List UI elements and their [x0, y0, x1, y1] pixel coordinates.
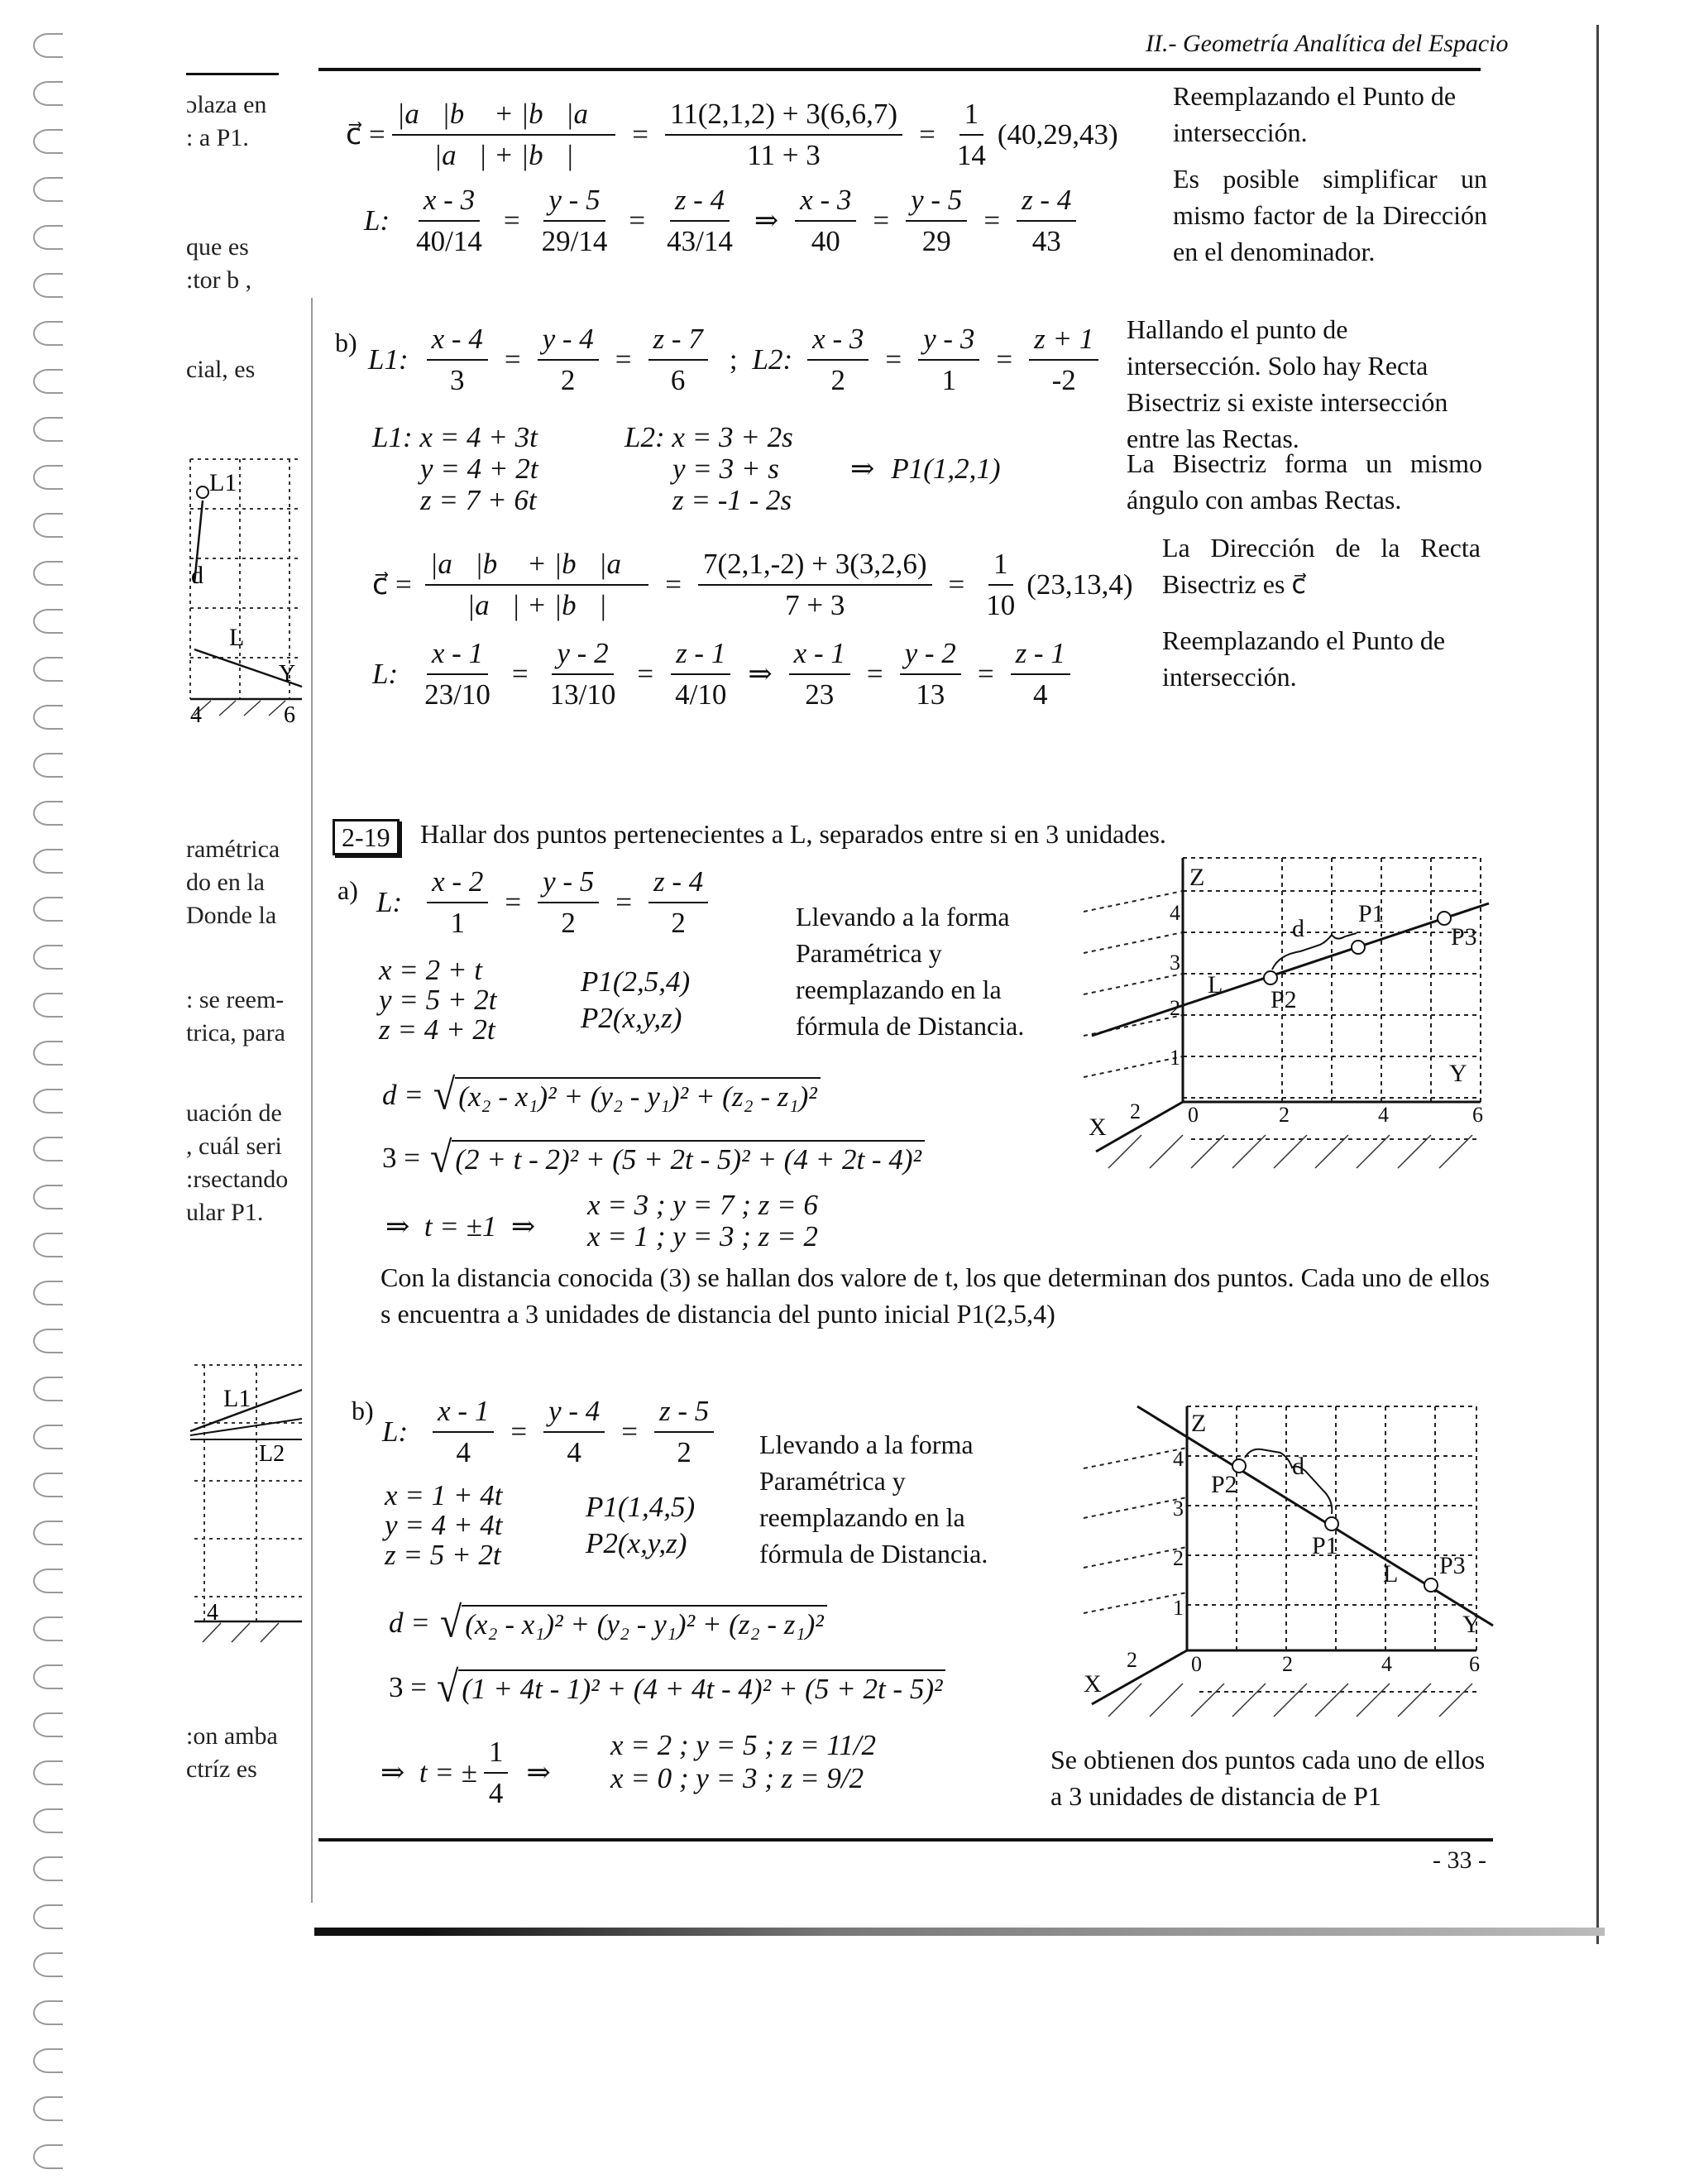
- margin-stub: Donde la: [186, 902, 277, 929]
- frac-d: 2: [671, 907, 686, 939]
- point-p1: P1(2,5,4): [581, 965, 691, 998]
- tick-y-1-a: 1: [1170, 1046, 1180, 1070]
- label-y-a: Y: [1449, 1060, 1467, 1087]
- header-rule-left: [186, 73, 279, 75]
- c-coef-d: 10: [986, 589, 1016, 621]
- frac-d: 40/14: [416, 225, 482, 257]
- binding-ring: [33, 801, 63, 826]
- binding-ring: [33, 753, 63, 778]
- frac-n: z - 1: [671, 637, 730, 675]
- binding-ring: [33, 657, 63, 682]
- fold-line: [311, 298, 313, 1903]
- binding-ring: [33, 225, 63, 250]
- solutions-a: [587, 1190, 818, 1252]
- label-p3-a: P3: [1451, 923, 1477, 951]
- binding-ring: [33, 1425, 63, 1449]
- binding-ring: [33, 1712, 63, 1737]
- margin-label-6: 6: [284, 702, 295, 724]
- param-line: y = 5 + 2t: [379, 984, 497, 1016]
- binding-ring: [33, 1137, 63, 1161]
- margin-stub: :tor b ,: [186, 266, 252, 294]
- binding-ring: [33, 1281, 63, 1305]
- param-line: y = 3 + s: [672, 453, 779, 485]
- binding-ring: [33, 1377, 63, 1401]
- frac-n: x - 4: [427, 323, 488, 361]
- tick-x-0-b: 0: [1191, 1652, 1202, 1676]
- label-z-a: Z: [1189, 864, 1205, 891]
- label-z-b: Z: [1191, 1410, 1207, 1437]
- label-l-a: L: [1208, 971, 1223, 999]
- tick-y-3-a: 3: [1170, 951, 1180, 975]
- running-header: II.- Geometría Analítica del Espacio: [1146, 30, 1509, 57]
- c-numerator: |a⃗|b⃗ + |b⃗|a⃗: [392, 98, 616, 136]
- frac-d: 13/10: [549, 678, 616, 711]
- c-coef-d: 14: [956, 139, 986, 171]
- frac-d: 40: [811, 225, 840, 257]
- margin-stub: : se reem-: [186, 986, 285, 1013]
- dist-body: (x₂ - x₁)² + (y₂ - y₁)² + (z₂ - z₁)²: [455, 1077, 821, 1114]
- binding-ring: [33, 321, 63, 346]
- c-numerator-values: 11(2,1,2) + 3(6,6,7): [665, 98, 902, 136]
- frac-n: y - 2: [900, 637, 961, 675]
- frac-d: 43/14: [667, 225, 733, 257]
- note-b-1: Hallando el punto de intersección. Solo hay Recta Bisectriz si existe intersección entre las Rectas.: [1127, 314, 1448, 453]
- margin-figure-bottom: [186, 1357, 310, 1663]
- margin-stub: do en la: [186, 869, 265, 896]
- footer-rule: [318, 1838, 1493, 1842]
- marker-p3-a: [1438, 912, 1451, 925]
- label-p1-b: P1: [1312, 1532, 1338, 1559]
- binding-ring: [33, 465, 63, 490]
- margin-label-l1: L1: [209, 469, 237, 496]
- frac-n: z - 5: [654, 1395, 714, 1433]
- margin-label-4: 4: [190, 702, 202, 724]
- binding-ring: [33, 1233, 63, 1257]
- label-x-b: X: [1084, 1670, 1102, 1698]
- c-denominator-values: 7 + 3: [785, 589, 845, 621]
- frac-n: z - 4: [648, 865, 708, 903]
- frac-n: y - 5: [543, 184, 605, 222]
- frac-d: 6: [670, 364, 686, 396]
- marker-p1-b: [1325, 1517, 1338, 1530]
- tick-x-4-b: 4: [1381, 1652, 1392, 1676]
- binding-ring: [33, 81, 63, 106]
- frac-n: y - 5: [906, 184, 967, 222]
- binding-ring: [33, 945, 63, 970]
- distance-formula-a: d = √ (x₂ - x₁)² + (y₂ - y₁)² + (z₂ - z₁)²: [382, 1077, 821, 1114]
- conclusion-a: Con la distancia conocida (3) se hallan dos valore de t, los que determinan dos puntos. Cada uno de ellos s encuentra a 3 unidades de distancia del punto inicial P1(2,5,4): [380, 1262, 1490, 1329]
- binding-ring: [33, 1664, 63, 1689]
- c-denominator: |a⃗| + |b⃗|: [467, 589, 607, 621]
- frac-d: 2: [677, 1436, 691, 1468]
- c-coef-n: 1: [988, 548, 1013, 586]
- frac-n: z + 1: [1029, 323, 1098, 361]
- note-top-2: Es posible simplificar un mismo factor de la Dirección en el denominador.: [1173, 164, 1487, 266]
- marker-p3-b: [1424, 1578, 1438, 1592]
- binding-ring: [33, 1616, 63, 1641]
- binding-ring: [33, 273, 63, 298]
- frac-d: 1: [941, 364, 956, 396]
- frac-d: 2: [561, 907, 576, 939]
- sub-label: 3 =: [382, 1142, 420, 1174]
- frac-n: x - 3: [807, 323, 869, 361]
- binding-ring: [33, 513, 63, 538]
- marker-p2-a: [1264, 971, 1277, 984]
- t-result-a: ⇒ t = ±1 ⇒: [385, 1210, 536, 1243]
- dist-body: (x₂ - x₁)² + (y₂ - y₁)² + (z₂ - z₁)²: [462, 1605, 827, 1641]
- frac-n: y - 5: [538, 865, 599, 903]
- param-line: y = 4 + 4t: [385, 1509, 503, 1541]
- points-b: [586, 1489, 695, 1562]
- distance-sub-b: 3 = √ (1 + 4t - 1)² + (4 + 4t - 4)² + (5 + 2t - 5)²: [389, 1669, 945, 1706]
- solution-2: x = 1 ; y = 3 ; z = 2: [587, 1220, 818, 1252]
- figure-a: [1084, 854, 1497, 1176]
- lines-l1-l2: L1: $\frac{x - 4}{3}$ = $\frac{y - 4}{2}$ = $\frac{z - 7}{6}$ ; L2: $\frac{x - 3}{2}$ = $\frac{y - 3}{1}$ = $\frac{z + 1}{-2}$: [368, 323, 1105, 397]
- label-p2-b: P2: [1211, 1471, 1237, 1498]
- margin-stub: ctríz es: [186, 1755, 257, 1783]
- param-line: z = 7 + 6t: [420, 484, 537, 516]
- margin-stub: :on amba: [186, 1722, 278, 1750]
- note-a: Llevando a la forma Paramétrica y reemplazando en la fórmula de Distancia.: [796, 902, 1025, 1041]
- point-p2: P2(x,y,z): [581, 1002, 682, 1034]
- point-p1: P1(1,4,5): [586, 1491, 696, 1523]
- point-p2: P2(x,y,z): [586, 1527, 687, 1559]
- floor-hatch-b: [1108, 1684, 1472, 1717]
- note-b: Llevando a la forma Paramétrica y reemplazando en la fórmula de Distancia.: [759, 1430, 988, 1569]
- tick-y-1-b: 1: [1173, 1596, 1184, 1620]
- bisector-line-b: L: $\frac{x - 1}{23/10}$ = $\frac{y - 2}{13/10}$ = $\frac{z - 1}{4/10}$ ⇒ $\frac{x - 1}{23}$ = $\frac{y - 2}{13}$ = $\frac{z - 1}{4}$: [372, 637, 1077, 711]
- binding-ring: [33, 2000, 63, 2025]
- header-rule: [318, 68, 1481, 71]
- conclusion-b: Se obtienen dos puntos cada uno de ellos a 3 unidades de distancia de P1: [1050, 1745, 1486, 1811]
- binding-ring: [33, 129, 63, 154]
- tick-x-2-a: 2: [1279, 1103, 1290, 1127]
- binding-ring: [33, 1185, 63, 1209]
- point-p1: P1(1,2,1): [891, 453, 1001, 485]
- label-p3-b: P3: [1439, 1552, 1466, 1579]
- tick-y-3-b: 3: [1173, 1497, 1184, 1521]
- c-result: (40,29,43): [997, 118, 1118, 151]
- note-top-1: Reemplazando el Punto de intersección.: [1173, 81, 1457, 147]
- label-x-a: X: [1089, 1114, 1107, 1141]
- tick-x-6-a: 6: [1472, 1103, 1483, 1127]
- distance-sub-a: 3 = √ (2 + t - 2)² + (5 + 2t - 5)² + (4 + 2t - 4)²: [382, 1140, 925, 1176]
- dist-label: d =: [382, 1079, 424, 1111]
- binding-ring: [33, 1569, 63, 1593]
- t-pre: ⇒ t = ±: [380, 1756, 477, 1789]
- solution-2: x = 0 ; y = 3 ; z = 9/2: [610, 1762, 864, 1794]
- margin-stub: ramétrica: [186, 836, 280, 863]
- problem-statement: Hallar dos puntos pertenecientes a L, separados entre si en 3 unidades.: [420, 819, 1166, 849]
- frac-d: 2: [560, 364, 576, 396]
- frac-n: x - 1: [789, 637, 850, 675]
- binding-ring: [33, 1952, 63, 1977]
- binding-ring: [33, 1089, 63, 1114]
- c-coef-n: 1: [959, 98, 984, 136]
- frac-d: 4/10: [675, 678, 727, 711]
- margin-stub: ɔlaza en: [186, 91, 267, 118]
- t-post: ⇒: [526, 1756, 551, 1789]
- param-line: z = 5 + 2t: [385, 1539, 501, 1571]
- binding-ring: [33, 1856, 63, 1881]
- margin-label-l2-b: L2: [259, 1441, 285, 1467]
- frac-n: z - 7: [648, 323, 708, 361]
- solution-1: x = 2 ; y = 5 ; z = 11/2: [610, 1729, 876, 1761]
- solution-1: x = 3 ; y = 7 ; z = 6: [587, 1189, 818, 1221]
- t-d: 4: [488, 1777, 504, 1809]
- distance-formula-b: d = √ (x₂ - x₁)² + (y₂ - y₁)² + (z₂ - z₁)²: [389, 1605, 827, 1641]
- frac-d: 4: [567, 1436, 581, 1468]
- label-p1-a: P1: [1358, 900, 1385, 927]
- margin-stub: :rsectando: [186, 1166, 289, 1193]
- binding-ring: [33, 369, 63, 394]
- c-result: (23,13,4): [1026, 568, 1133, 601]
- bisector-direction-a: c⃗ = $\frac{|a⃗|b⃗ + |b⃗|a⃗}{|a⃗| + |b⃗|}$ = $\frac{11(2,1,2) + 3(6,6,7)}{11 + 3}$ = $\frac{1}{14}$ (40,29,43): [346, 98, 1118, 171]
- frac-n: y - 3: [918, 323, 979, 361]
- c-label: c⃗ =: [346, 118, 385, 151]
- frac-d: 3: [449, 364, 465, 396]
- c-numerator: |a⃗|b⃗ + |b⃗|a⃗: [425, 548, 649, 586]
- frac-d: 23: [805, 678, 835, 711]
- param-line: x = 2 + t: [379, 954, 482, 986]
- intersection-point: ⇒ P1(1,2,1): [850, 453, 1001, 485]
- binding-ring: [33, 1760, 63, 1785]
- frac-d: 4: [456, 1436, 471, 1468]
- c-numerator-values: 7(2,1,-2) + 3(3,2,6): [698, 548, 932, 586]
- binding-ring: [33, 609, 63, 634]
- sub-label: 3 =: [389, 1671, 427, 1703]
- margin-stub: cial, es: [186, 356, 256, 383]
- frac-d: 43: [1031, 225, 1061, 257]
- right-page-edge: [1596, 25, 1599, 1944]
- label-l-b: L: [1383, 1560, 1399, 1588]
- param-l1: [372, 422, 538, 516]
- frac-d: 1: [450, 907, 465, 939]
- frac-n: z - 4: [1017, 184, 1076, 222]
- bottom-edge-shadow: [314, 1928, 1605, 1936]
- line-a: L: $\frac{x - 2}{1}$ = $\frac{y - 5}{2}$ = $\frac{z - 4}{2}$: [376, 865, 715, 940]
- part-b-top-label: b): [335, 328, 357, 357]
- tick-x-0-a: 0: [1188, 1103, 1199, 1127]
- marker-p1-a: [1352, 941, 1365, 954]
- binding-ring: [33, 993, 63, 1018]
- param-line: y = 4 + 2t: [420, 453, 538, 485]
- margin-label-l: L: [229, 624, 245, 651]
- frac-n: z - 4: [670, 184, 730, 222]
- frac-d: 29/14: [541, 225, 608, 257]
- label-d-a: d: [1292, 915, 1304, 942]
- binding-ring: [33, 1904, 63, 1929]
- binding-ring: [33, 561, 63, 586]
- binding-ring: [33, 2144, 63, 2169]
- frac-n: x - 1: [427, 637, 488, 675]
- param-line: z = 4 + 2t: [379, 1013, 495, 1046]
- tick-xaxis-2-b: 2: [1127, 1648, 1137, 1672]
- l2-name: L2:: [752, 343, 793, 376]
- frac-n: x - 1: [433, 1395, 494, 1433]
- param-a: [379, 956, 497, 1045]
- c-denominator-values: 11 + 3: [747, 139, 821, 171]
- binding-ring: [33, 1521, 63, 1545]
- tick-y-4-a: 4: [1170, 901, 1180, 925]
- frac-d: 23/10: [424, 678, 490, 711]
- binding-ring: [33, 705, 63, 730]
- tick-x-2-b: 2: [1282, 1652, 1293, 1676]
- frac-n: y - 2: [552, 637, 613, 675]
- tick-x-4-a: 4: [1378, 1103, 1389, 1127]
- binding-ring: [33, 1329, 63, 1353]
- frac-d: 29: [921, 225, 951, 257]
- t-n: 1: [484, 1736, 509, 1774]
- tick-x-6-b: 6: [1469, 1652, 1480, 1676]
- bisector-direction-b: c⃗ = $\frac{|a⃗|b⃗ + |b⃗|a⃗}{|a⃗| + |b⃗|}$ = $\frac{7(2,1,-2) + 3(3,2,6)}{7 + 3}$ = $\frac{1}{10}$ (23,13,4): [372, 548, 1133, 621]
- margin-label-d: d: [191, 562, 203, 589]
- sub-body: (2 + t - 2)² + (5 + 2t - 5)² + (4 + 2t - 4)²: [452, 1140, 925, 1176]
- label-p2-a: P2: [1270, 986, 1297, 1013]
- l-label: L:: [364, 204, 390, 237]
- param-line: L2: x = 3 + 2s: [624, 421, 793, 453]
- margin-stub: ular P1.: [186, 1199, 264, 1226]
- binding-ring: [33, 849, 63, 874]
- margin-stub: trica, para: [186, 1019, 285, 1046]
- l1-name: L1:: [368, 343, 409, 376]
- param-line: L1: x = 4 + 3t: [372, 421, 538, 453]
- frac-d: 2: [830, 364, 846, 396]
- frac-d: -2: [1051, 364, 1076, 396]
- margin-label-y: Y: [279, 661, 296, 687]
- figure-b: [1075, 1398, 1497, 1721]
- binding-ring: [33, 1473, 63, 1497]
- binding-ring: [33, 177, 63, 202]
- part-a-label: a): [337, 875, 358, 905]
- margin-figure-top: [186, 451, 310, 724]
- solutions-b: [610, 1729, 876, 1795]
- frac-n: y - 4: [543, 1395, 605, 1433]
- bisector-line-a: L: $\frac{x - 3}{40/14}$ = $\frac{y - 5}{29/14}$ = $\frac{z - 4}{43/14}$ ⇒ $\frac{x - 3}{40}$ = $\frac{y - 5}{29}$ = $\frac{z - 4}{43}$: [364, 184, 1083, 258]
- c-denominator: |a⃗| + |b⃗|: [433, 139, 574, 171]
- line-b: L: $\frac{x - 1}{4}$ = $\frac{y - 4}{4}$ = $\frac{z - 5}{2}$: [382, 1395, 720, 1469]
- line-l-b: [1137, 1406, 1493, 1626]
- frac-d: 13: [916, 678, 945, 711]
- margin-stub: uación de: [186, 1099, 282, 1127]
- note-b-2: La Bisectriz forma un mismo ángulo con ambas Rectas.: [1127, 448, 1482, 515]
- margin-label-4-b: 4: [207, 1600, 218, 1626]
- page-number: - 33 -: [1433, 1846, 1486, 1874]
- part-b-label: b): [352, 1396, 374, 1425]
- binding-ring: [33, 1041, 63, 1066]
- param-l2: [624, 422, 793, 516]
- grid-b: [1084, 1406, 1476, 1692]
- t-result-b: [380, 1736, 551, 1810]
- frac-n: x - 2: [427, 865, 488, 903]
- binding-ring: [33, 2096, 63, 2121]
- margin-stub: que es: [186, 233, 249, 261]
- problem-number: 2-19: [333, 819, 400, 855]
- binding-ring: [33, 897, 63, 922]
- tick-xaxis-2-a: 2: [1130, 1099, 1141, 1123]
- margin-stub: , cuál seri: [186, 1133, 282, 1160]
- param-line: z = -1 - 2s: [672, 484, 792, 516]
- frac-n: y - 4: [538, 323, 599, 361]
- tick-y-4-b: 4: [1173, 1447, 1184, 1471]
- margin-stub: : a P1.: [186, 124, 249, 151]
- param-b: [385, 1481, 503, 1570]
- tick-y-2-b: 2: [1173, 1546, 1184, 1570]
- sub-body: (1 + 4t - 1)² + (4 + 4t - 4)² + (5 + 2t - 5)²: [458, 1669, 945, 1706]
- frac-n: z - 1: [1011, 637, 1070, 675]
- frac-n: x - 3: [419, 184, 480, 222]
- binding-ring: [33, 2048, 63, 2073]
- param-line: x = 1 + 4t: [385, 1479, 503, 1511]
- frac-d: 4: [1032, 678, 1048, 711]
- note-b-4: Reemplazando el Punto de intersección.: [1162, 625, 1446, 692]
- label-d-b: d: [1292, 1453, 1304, 1480]
- binding-ring: [33, 33, 63, 58]
- label-y-b: Y: [1462, 1611, 1481, 1638]
- binding-ring: [33, 417, 63, 442]
- points-a: [581, 964, 690, 1037]
- tick-y-2-a: 2: [1170, 996, 1180, 1020]
- dist-label: d =: [389, 1607, 430, 1639]
- margin-label-l1-b: L1: [223, 1385, 251, 1412]
- note-b-3: La Dirección de la Recta Bisectriz es c⃗: [1162, 533, 1481, 599]
- binding-ring: [33, 1808, 63, 1833]
- frac-n: x - 3: [795, 184, 856, 222]
